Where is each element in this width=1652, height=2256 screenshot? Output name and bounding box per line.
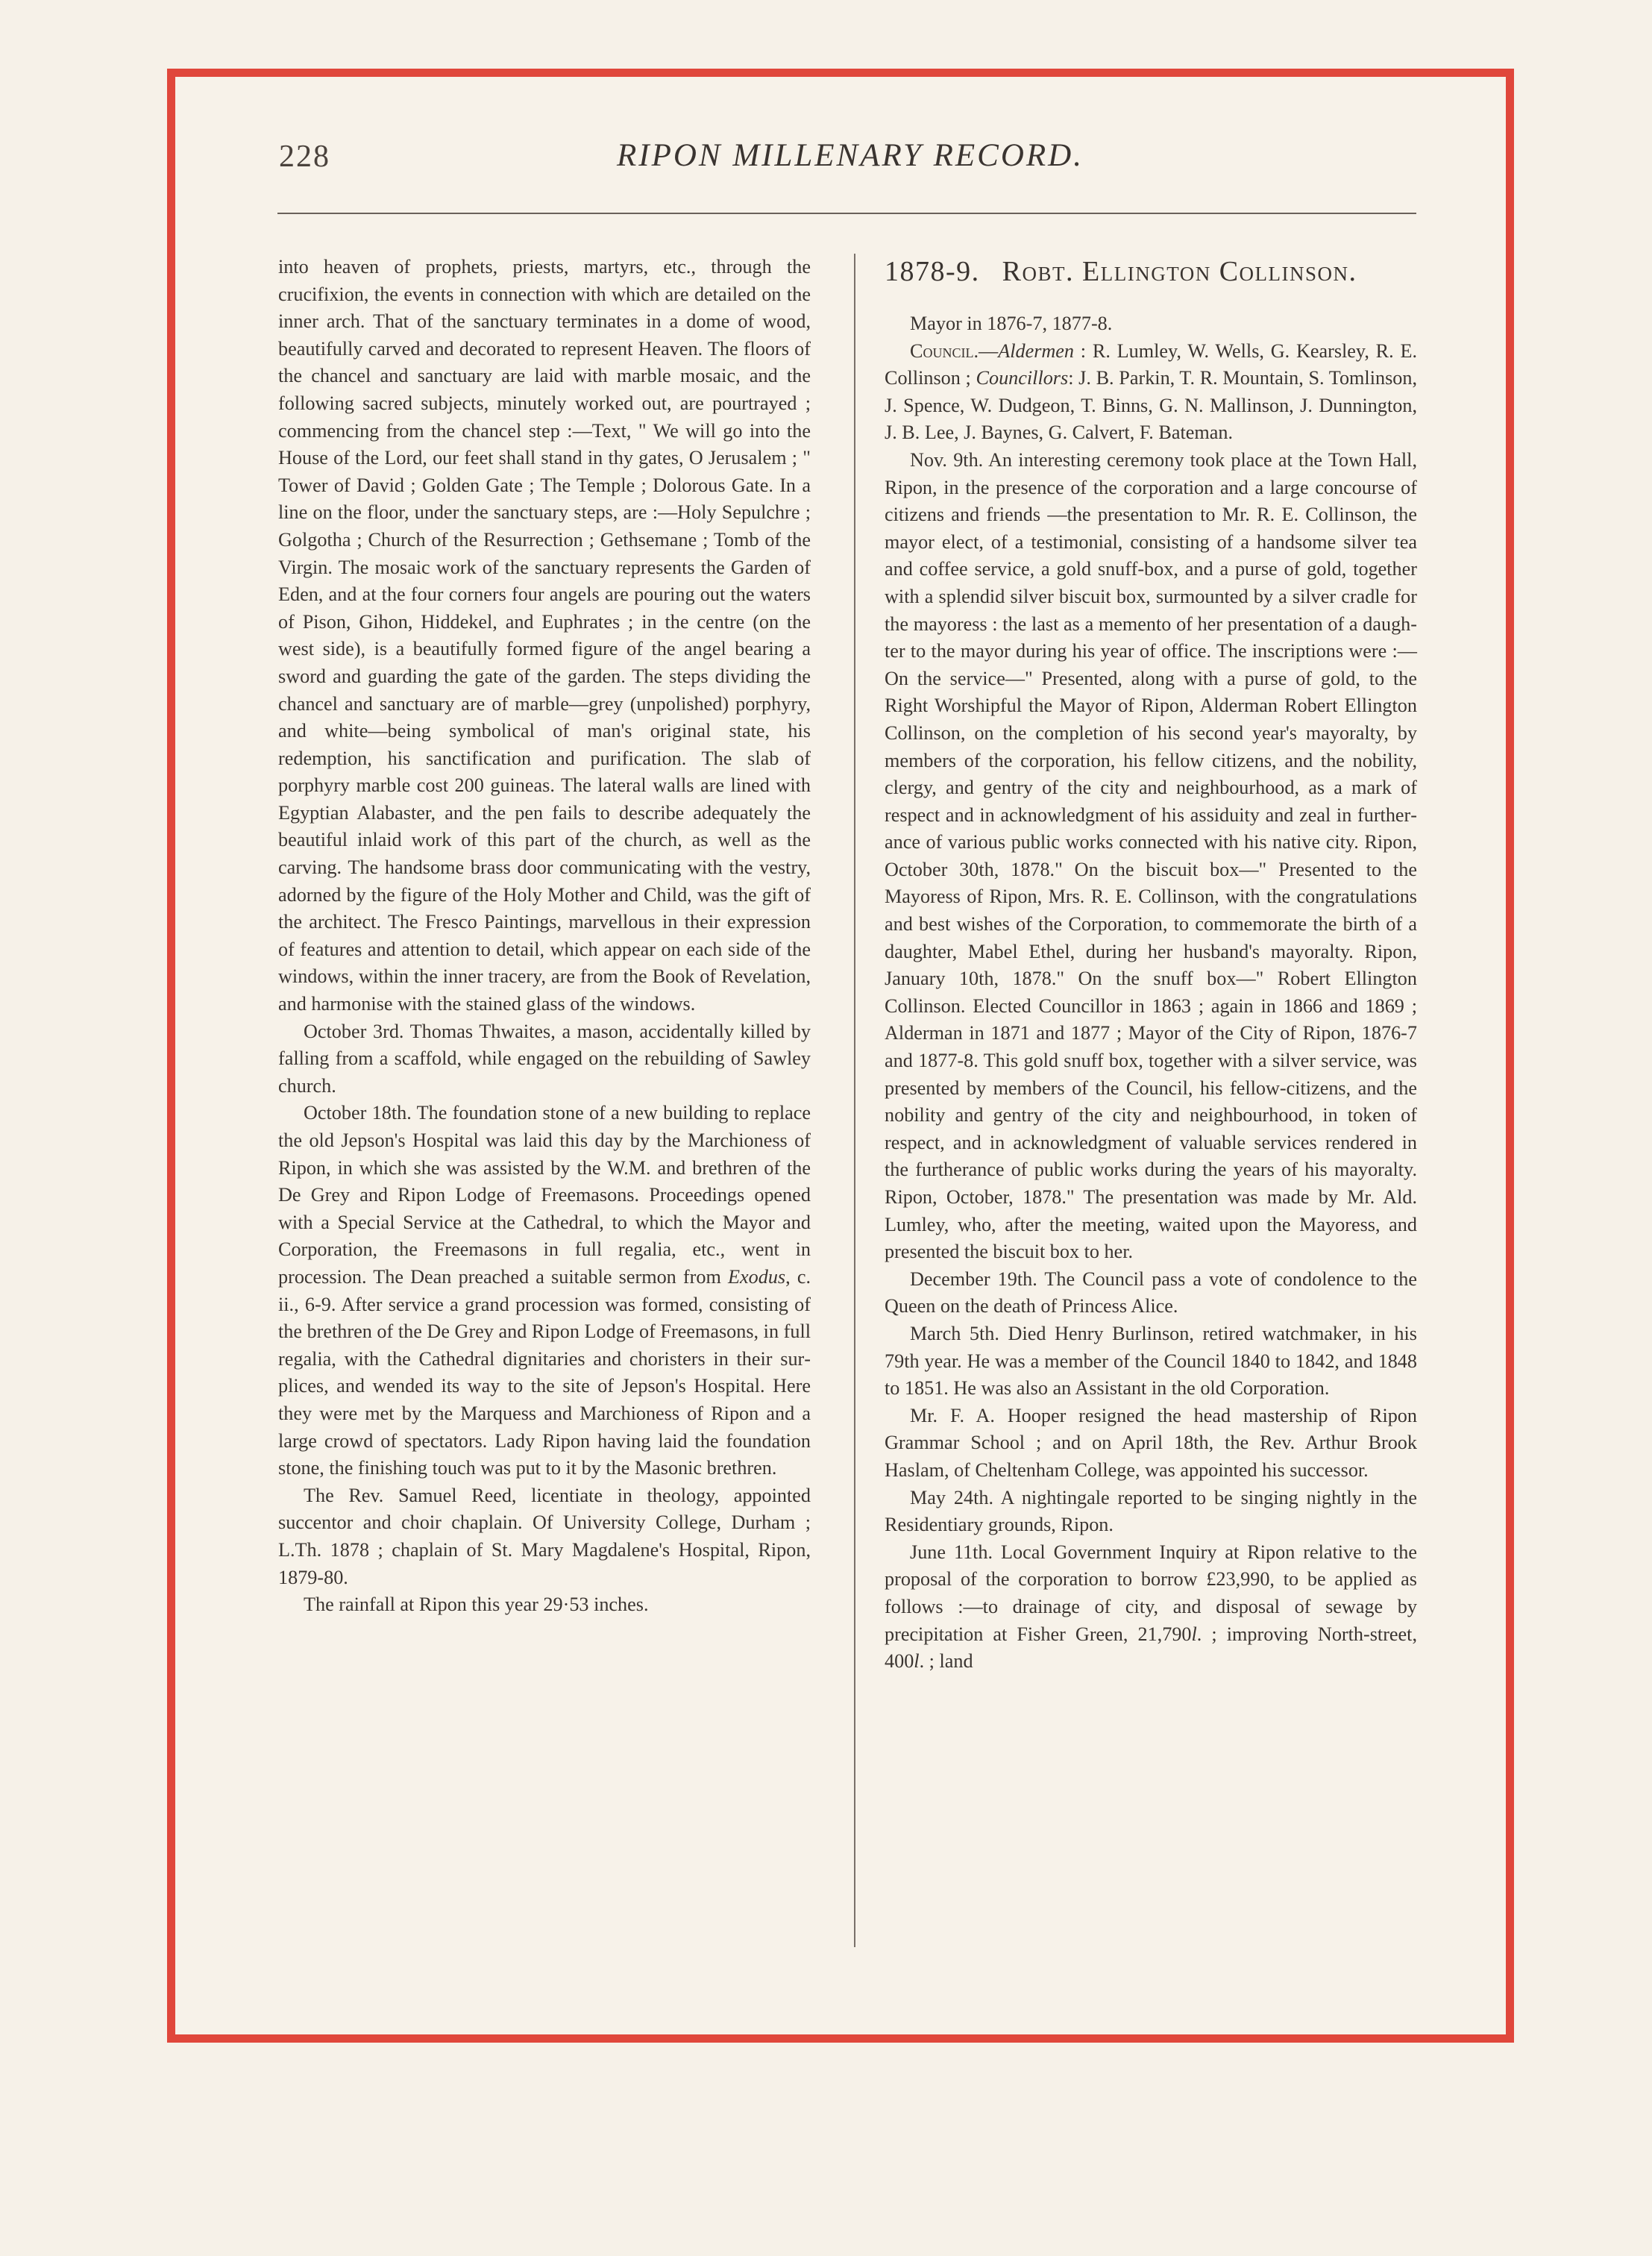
paragraph-june-11th xyxy=(885,1539,1417,1676)
paragraph-december-19th: December 19th. The Council pass a vote of condolence to the Queen on the death of Princess Alice. xyxy=(885,1268,1417,1317)
entry-mayor-name: Robt. Ellington Collinson. xyxy=(1002,256,1357,287)
paragraph-rev-samuel-reed: The Rev. Samuel Reed, licentiate in theology, appointed succentor and choir chaplain. Of University College, Durham ; L.Th. 1878 ; chaplain of St. Mary Magdalene's Hospital, Ripon, 1879-80. xyxy=(278,1484,811,1588)
italic-text: l xyxy=(914,1650,920,1673)
council-dash: — xyxy=(979,339,999,362)
aldermen-list: : R. Lumley, W. Wells, G. Kearsley, R. E. Collinson ; xyxy=(885,339,1417,389)
paragraph-mayor-years: Mayor in 1876-7, 1877-8. xyxy=(910,313,1113,334)
paragraph-october-3rd: October 3rd. Thomas Thwaites, a mason, accidentally killed by falling from a scaffold, while engaged on the rebuilding of Sawley church. xyxy=(278,1020,811,1097)
text-run: . ; improving North-street, 400 xyxy=(885,1623,1417,1673)
paragraph-church-description: into heaven of prophets, priests, martyrs, etc., through the crucifixion, the events in connection with which are detailed on the inner arch. That of the sanctuary terminates in a dome of wood, beautifully carved and decorated to represent Heaven. The floors of the chancel and sanctuary are laid with marble mosaic, and the following sacred subjects, minutely worked out, are pourtrayed ; commencing from the chancel step :—Text, " We will go into the House of the Lord, our feet shall stand in thy gates, O Jerusalem ; " Tower of David ; Golden Gate ; The Temple ; Dolorous Gate. In a line on the floor, under the sanctuary steps, are :—Holy Sepulchre ; Golgotha ; Church of the Resurrection ; Gethsemane ; Tomb of the Virgin. The mosaic work of the sanctuary represents the Garden of Eden, and at the four corners four angels are pouring out the waters of Pison, Gihon, Hiddekel, and Euphrates ; in the centre (on the west side), is a beautifully formed figure of the angel bearing a sword and guarding the gate of the garden. The steps dividing the chancel and sanctuary are of marble—grey (unpolished) porphyry, and white—being symbolical of man's original state, his redemption, his sanctification and purification. The slab of porphyry marble cost 200 guineas. The lateral walls are lined with Egyptian Alabaster, and the pen fails to describe adequately the beautiful inlaid work of this part of the church, as well as the carving. The handsome brass door communicating with the vestry, adorned by the figure of the Holy Mother and Child, was the gift of the architect. The Fresco Paintings, marvellous in their expression of features and attention to detail, which appear on each side of the windows, within the inner tracery, are from the Book of Revelation, and harmonise with the stained glass of the windows. xyxy=(278,256,811,1015)
italic-text: Exodus xyxy=(728,1265,786,1288)
councillors-list: : J. B. Parkin, T. R. Mountain, S. Tomlinson, J. Spence, W. Dudgeon, T. Binns, G. N. Mallinson, J. Dunnington, J. B. Lee, J. Baynes, G. Calvert, F. Bateman. xyxy=(885,367,1417,444)
aldermen-label: Aldermen xyxy=(998,339,1075,362)
paragraph-hooper: Mr. F. A. Hooper resigned the head mastership of Ripon Grammar School ; and on April 18th, the Rev. Arthur Brook Haslam, of Cheltenham College, was appointed his successor. xyxy=(885,1404,1417,1481)
paragraph-march-5th: March 5th. Died Henry Burlinson, retired watchmaker, in his 79th year. He was a member of the Council 1840 to 1842, and 1848 to 1851. He was also an Assistant in the old Corporation. xyxy=(885,1322,1417,1400)
italic-text: l xyxy=(1191,1623,1197,1645)
paragraph-october-18th xyxy=(278,1100,811,1482)
paragraph-rainfall: The rainfall at Ripon this year 29·53 inches. xyxy=(304,1594,649,1616)
right-column xyxy=(885,254,1417,1676)
page-number: 228 xyxy=(279,140,330,174)
text-run: , c. ii., 6-9. After service a grand procession was formed, consisting of the brethren of the De Grey and Ripon Lodge of Freemasons, in full regalia, with the Cathedral dignitaries and choristers in their surplices, and wended its way to the site of Jepson's Hospital. Here they were met by the Marquess and Marchioness of Ripon and a large crowd of spectators. Lady Ripon having laid the foundation stone, the finishing touch was put to it by the Masonic brethren. xyxy=(278,1265,811,1479)
running-title: RIPON MILLENARY RECORD. xyxy=(616,138,1084,173)
column-divider xyxy=(854,254,855,1947)
header-rule xyxy=(277,213,1416,214)
councillors-label: Councillors xyxy=(976,367,1069,389)
council-label: Council. xyxy=(910,339,979,362)
left-column xyxy=(278,254,811,1619)
paragraph-council xyxy=(885,338,1417,447)
text-run: October 18th. The foundation stone of a new building to replace the old Jepson's Hospital was laid this day by the Marchioness of Ripon, in which she was assisted by the W.M. and brethren of the De Grey and Ripon Lodge of Freemasons. Proceedings opened with a Special Service at the Cathedral, to which the Mayor and Corporation, the Freemasons in full regalia, etc., went in procession. The Dean preached a suitable sermon from xyxy=(278,1102,811,1288)
entry-year: 1878-9. xyxy=(885,256,980,287)
text-run: . ; land xyxy=(919,1650,973,1673)
paragraph-nov-9th: Nov. 9th. An interesting ceremony took place at the Town Hall, Ripon, in the presence of the corporation and a large concourse of citizens and friends —the presentation to Mr. R. E. Collinson, the mayor elect, of a testimonial, consisting of a handsome silver tea and coffee service, a gold snuff-box, and a purse of gold, together with a splendid silver biscuit box, surmounted by a silver cradle for the mayoress : the last as a memento of her presentation of a daughter to the mayor during his year of office. The inscriptions were :—On the service—" Presented, along with a purse of gold, to the Right Worshipful the Mayor of Ripon, Alderman Robert Ellington Collinson, on the completion of his second year's mayoralty, by members of the corporation, his fellow citizens, and the nobility, clergy, and gentry of the city and neighbourhood, as a mark of respect and in acknowledgment of his assiduity and zeal in furtherance of various public works connected with his native city. Ripon, October 30th, 1878." On the biscuit box—" Presented to the Mayoress of Ripon, Mrs. R. E. Collinson, with the congratulations and best wishes of the Corporation, to commemorate the birth of a daughter, Mabel Ethel, during her husband's mayoralty. Ripon, January 10th, 1878." On the snuff box—" Robert Ellington Collinson. Elected Councillor in 1863 ; again in 1866 and 1869 ; Alderman in 1871 and 1877 ; Mayor of the City of Ripon, 1876-7 and 1877-8. This gold snuff box, together with a silver service, was presented by members of the Council, his fellow-citizens, and the nobility and gentry of the city and neighbourhood, in token of respect, and in acknowledgment of valuable services rendered in the furtherance of public works during the years of his mayoralty. Ripon, October, 1878." The presentation was made by Mr. Ald. Lumley, who, after the meeting, waited upon the Mayoress, and presented the biscuit box to her. xyxy=(885,448,1417,1263)
paragraph-may-24th: May 24th. A nightingale reported to be singing nightly in the Residentiary grounds, Ripon. xyxy=(885,1486,1417,1536)
text-run: June 11th. Local Government Inquiry at Ripon relative to the proposal of the corporation to borrow £23,990, to be applied as follows :—to drainage of city, and disposal of sewage by precipitation at Fisher Green, 21,790 xyxy=(885,1541,1417,1645)
entry-heading xyxy=(885,254,1417,289)
